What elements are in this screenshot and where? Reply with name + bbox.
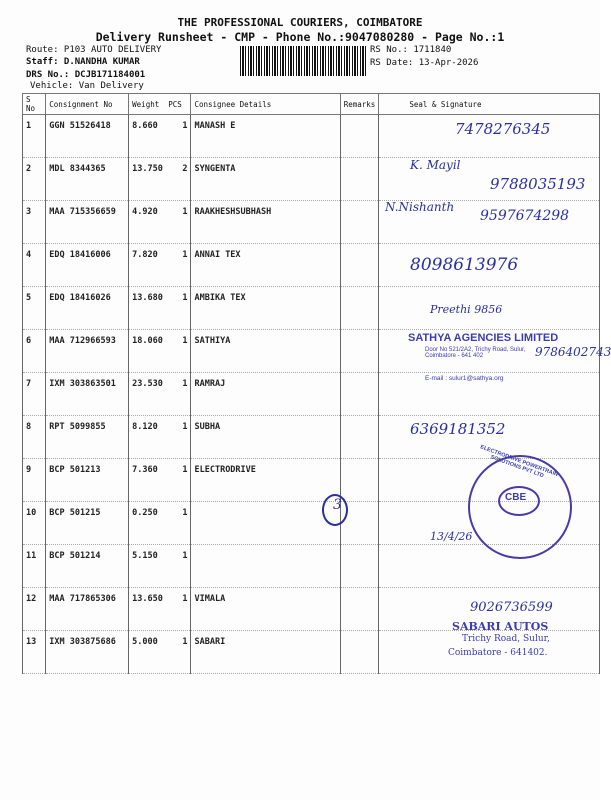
runsheet-subtitle: Delivery Runsheet - CMP - Phone No.:9047080280 - Page No.:1 <box>95 30 505 44</box>
consignment-no: EDQ 18416006 <box>46 244 129 287</box>
weight-pcs <box>129 588 191 631</box>
pcs: 1 <box>182 207 188 217</box>
weight-pcs <box>129 244 191 287</box>
weight-pcs <box>129 545 191 588</box>
sabari-stamp-addr2: Coimbatore - 641402. <box>448 648 548 658</box>
handwritten-phone-12: 9026736599 <box>470 600 553 615</box>
table-row <box>23 416 600 459</box>
sno: 2 <box>23 158 46 201</box>
col-sno: S No <box>23 94 46 115</box>
table-row <box>23 373 600 416</box>
handwritten-name-2: K. Mayil <box>410 158 461 172</box>
weight: 18.060 <box>132 336 163 346</box>
weight: 7.820 <box>132 250 158 260</box>
rs-date: RS Date: 13-Apr-2026 <box>370 58 479 68</box>
consignee <box>191 502 340 545</box>
company-name: THE PROFESSIONAL COURIERS, COIMBATORE <box>177 16 423 29</box>
sno: 8 <box>23 416 46 459</box>
weight-pcs <box>129 158 191 201</box>
weight-pcs <box>129 115 191 158</box>
sno: 7 <box>23 373 46 416</box>
sathya-stamp-title: SATHYA AGENCIES LIMITED <box>408 332 559 344</box>
handwritten-name-3: N.Nishanth <box>385 200 455 214</box>
consignment-no: MAA 712966593 <box>46 330 129 373</box>
pcs: 2 <box>182 164 188 174</box>
handwritten-phone-1: 7478276345 <box>455 120 551 138</box>
col-weight-pcs: Weight PCS <box>129 94 191 115</box>
consignment-no: IXM 303875686 <box>46 631 129 674</box>
consignment-no: IXM 303863501 <box>46 373 129 416</box>
consignee: MANASH E <box>191 115 340 158</box>
handwritten-phone-3: 9597674298 <box>480 208 570 224</box>
weight: 0.250 <box>132 508 158 518</box>
pcs: 1 <box>182 293 188 303</box>
weight-pcs <box>129 502 191 545</box>
sathya-stamp-address: Door No 521/2A2, Trichy Road, Sulur, Coimbatore - 641 402 <box>425 347 526 359</box>
pcs: 1 <box>182 465 188 475</box>
pcs: 1 <box>182 637 188 647</box>
handwritten-phone-8: 6369181352 <box>410 420 506 438</box>
sabari-stamp-addr1: Trichy Road, Sulur, <box>462 634 550 644</box>
sathya-stamp-email: E-mail : sulur1@sathya.org <box>425 375 504 382</box>
staff: Staff: D.NANDHA KUMAR <box>26 57 140 67</box>
sabari-stamp-title: SABARI AUTOS <box>452 620 549 633</box>
pcs: 1 <box>182 508 188 518</box>
consignee <box>191 545 340 588</box>
consignee: SATHIYA <box>191 330 340 373</box>
table-row <box>23 287 600 330</box>
pcs: 1 <box>182 250 188 260</box>
consignee: SABARI <box>191 631 340 674</box>
remarks <box>340 459 379 502</box>
pcs: 1 <box>182 379 188 389</box>
sno: 12 <box>23 588 46 631</box>
vehicle: Vehicle: Van Delivery <box>30 81 144 91</box>
remarks <box>340 158 379 201</box>
remarks <box>340 545 379 588</box>
weight: 13.750 <box>132 164 163 174</box>
sno: 6 <box>23 330 46 373</box>
remarks <box>340 115 379 158</box>
pcs: 1 <box>182 336 188 346</box>
barcode <box>240 46 368 76</box>
sno: 10 <box>23 502 46 545</box>
drs-number: DRS No.: DCJB171184001 <box>26 70 146 80</box>
consignment-no: RPT 5099855 <box>46 416 129 459</box>
consignment-no: EDQ 18416026 <box>46 287 129 330</box>
consignee: ANNAI TEX <box>191 244 340 287</box>
remarks <box>340 330 379 373</box>
sno: 9 <box>23 459 46 502</box>
sno: 3 <box>23 201 46 244</box>
consignee: AMBIKA TEX <box>191 287 340 330</box>
consignee: SYNGENTA <box>191 158 340 201</box>
col-seal-signature: Seal & Signature <box>379 94 600 115</box>
pcs: 1 <box>182 551 188 561</box>
weight: 23.530 <box>132 379 163 389</box>
handwritten-phone-7: 9786402743 <box>535 345 611 359</box>
sno: 13 <box>23 631 46 674</box>
weight-pcs <box>129 330 191 373</box>
col-consignee: Consignee Details <box>191 94 340 115</box>
weight: 5.000 <box>132 637 158 647</box>
consignment-no: MAA 715356659 <box>46 201 129 244</box>
weight-pcs <box>129 416 191 459</box>
remarks <box>340 287 379 330</box>
weight: 13.680 <box>132 293 163 303</box>
pcs: 1 <box>182 594 188 604</box>
sno: 4 <box>23 244 46 287</box>
consignee: VIMALA <box>191 588 340 631</box>
consignment-no: MAA 717865306 <box>46 588 129 631</box>
remarks <box>340 416 379 459</box>
consignment-no: MDL 8344365 <box>46 158 129 201</box>
weight: 13.650 <box>132 594 163 604</box>
handwritten-date-11: 13/4/26 <box>430 530 473 543</box>
handwritten-mark-10: 3 <box>333 497 342 513</box>
weight: 8.660 <box>132 121 158 131</box>
consignment-no: GGN 51526418 <box>46 115 129 158</box>
sno: 1 <box>23 115 46 158</box>
weight-pcs <box>129 201 191 244</box>
pcs: 1 <box>182 422 188 432</box>
rs-number: RS No.: 1711840 <box>370 45 452 55</box>
remarks <box>340 244 379 287</box>
consignee: ELECTRODRIVE <box>191 459 340 502</box>
weight-pcs <box>129 459 191 502</box>
consignee: RAMRAJ <box>191 373 340 416</box>
consignment-no: BCP 501214 <box>46 545 129 588</box>
weight: 7.360 <box>132 465 158 475</box>
handwritten-phone-2: 9788035193 <box>490 175 586 193</box>
cbe-seal-text: CBE <box>505 492 527 503</box>
sno: 11 <box>23 545 46 588</box>
consignment-no: BCP 501215 <box>46 502 129 545</box>
handwritten-phone-4: 8098613976 <box>410 255 519 275</box>
weight: 5.150 <box>132 551 158 561</box>
remarks <box>340 588 379 631</box>
consignee: RAAKHESHSUBHASH <box>191 201 340 244</box>
electrodrive-seal-text: ELECTRODRIVE POWERTRAIN SOLUTIONS PVT LTD <box>479 444 559 480</box>
pcs: 1 <box>182 121 188 131</box>
weight-pcs <box>129 631 191 674</box>
weight-pcs <box>129 373 191 416</box>
weight: 4.920 <box>132 207 158 217</box>
weight: 8.120 <box>132 422 158 432</box>
remarks <box>340 631 379 674</box>
weight-pcs <box>129 287 191 330</box>
handwritten-note-5: Preethi 9856 <box>430 303 503 316</box>
col-consignment: Consignment No <box>46 94 129 115</box>
sno: 5 <box>23 287 46 330</box>
remarks <box>340 201 379 244</box>
seal-signature <box>379 545 600 588</box>
route: Route: P103 AUTO DELIVERY <box>26 45 162 55</box>
col-remarks: Remarks <box>340 94 379 115</box>
remarks <box>340 373 379 416</box>
consignee: SUBHA <box>191 416 340 459</box>
circle-mark <box>322 494 348 526</box>
consignment-no: BCP 501213 <box>46 459 129 502</box>
